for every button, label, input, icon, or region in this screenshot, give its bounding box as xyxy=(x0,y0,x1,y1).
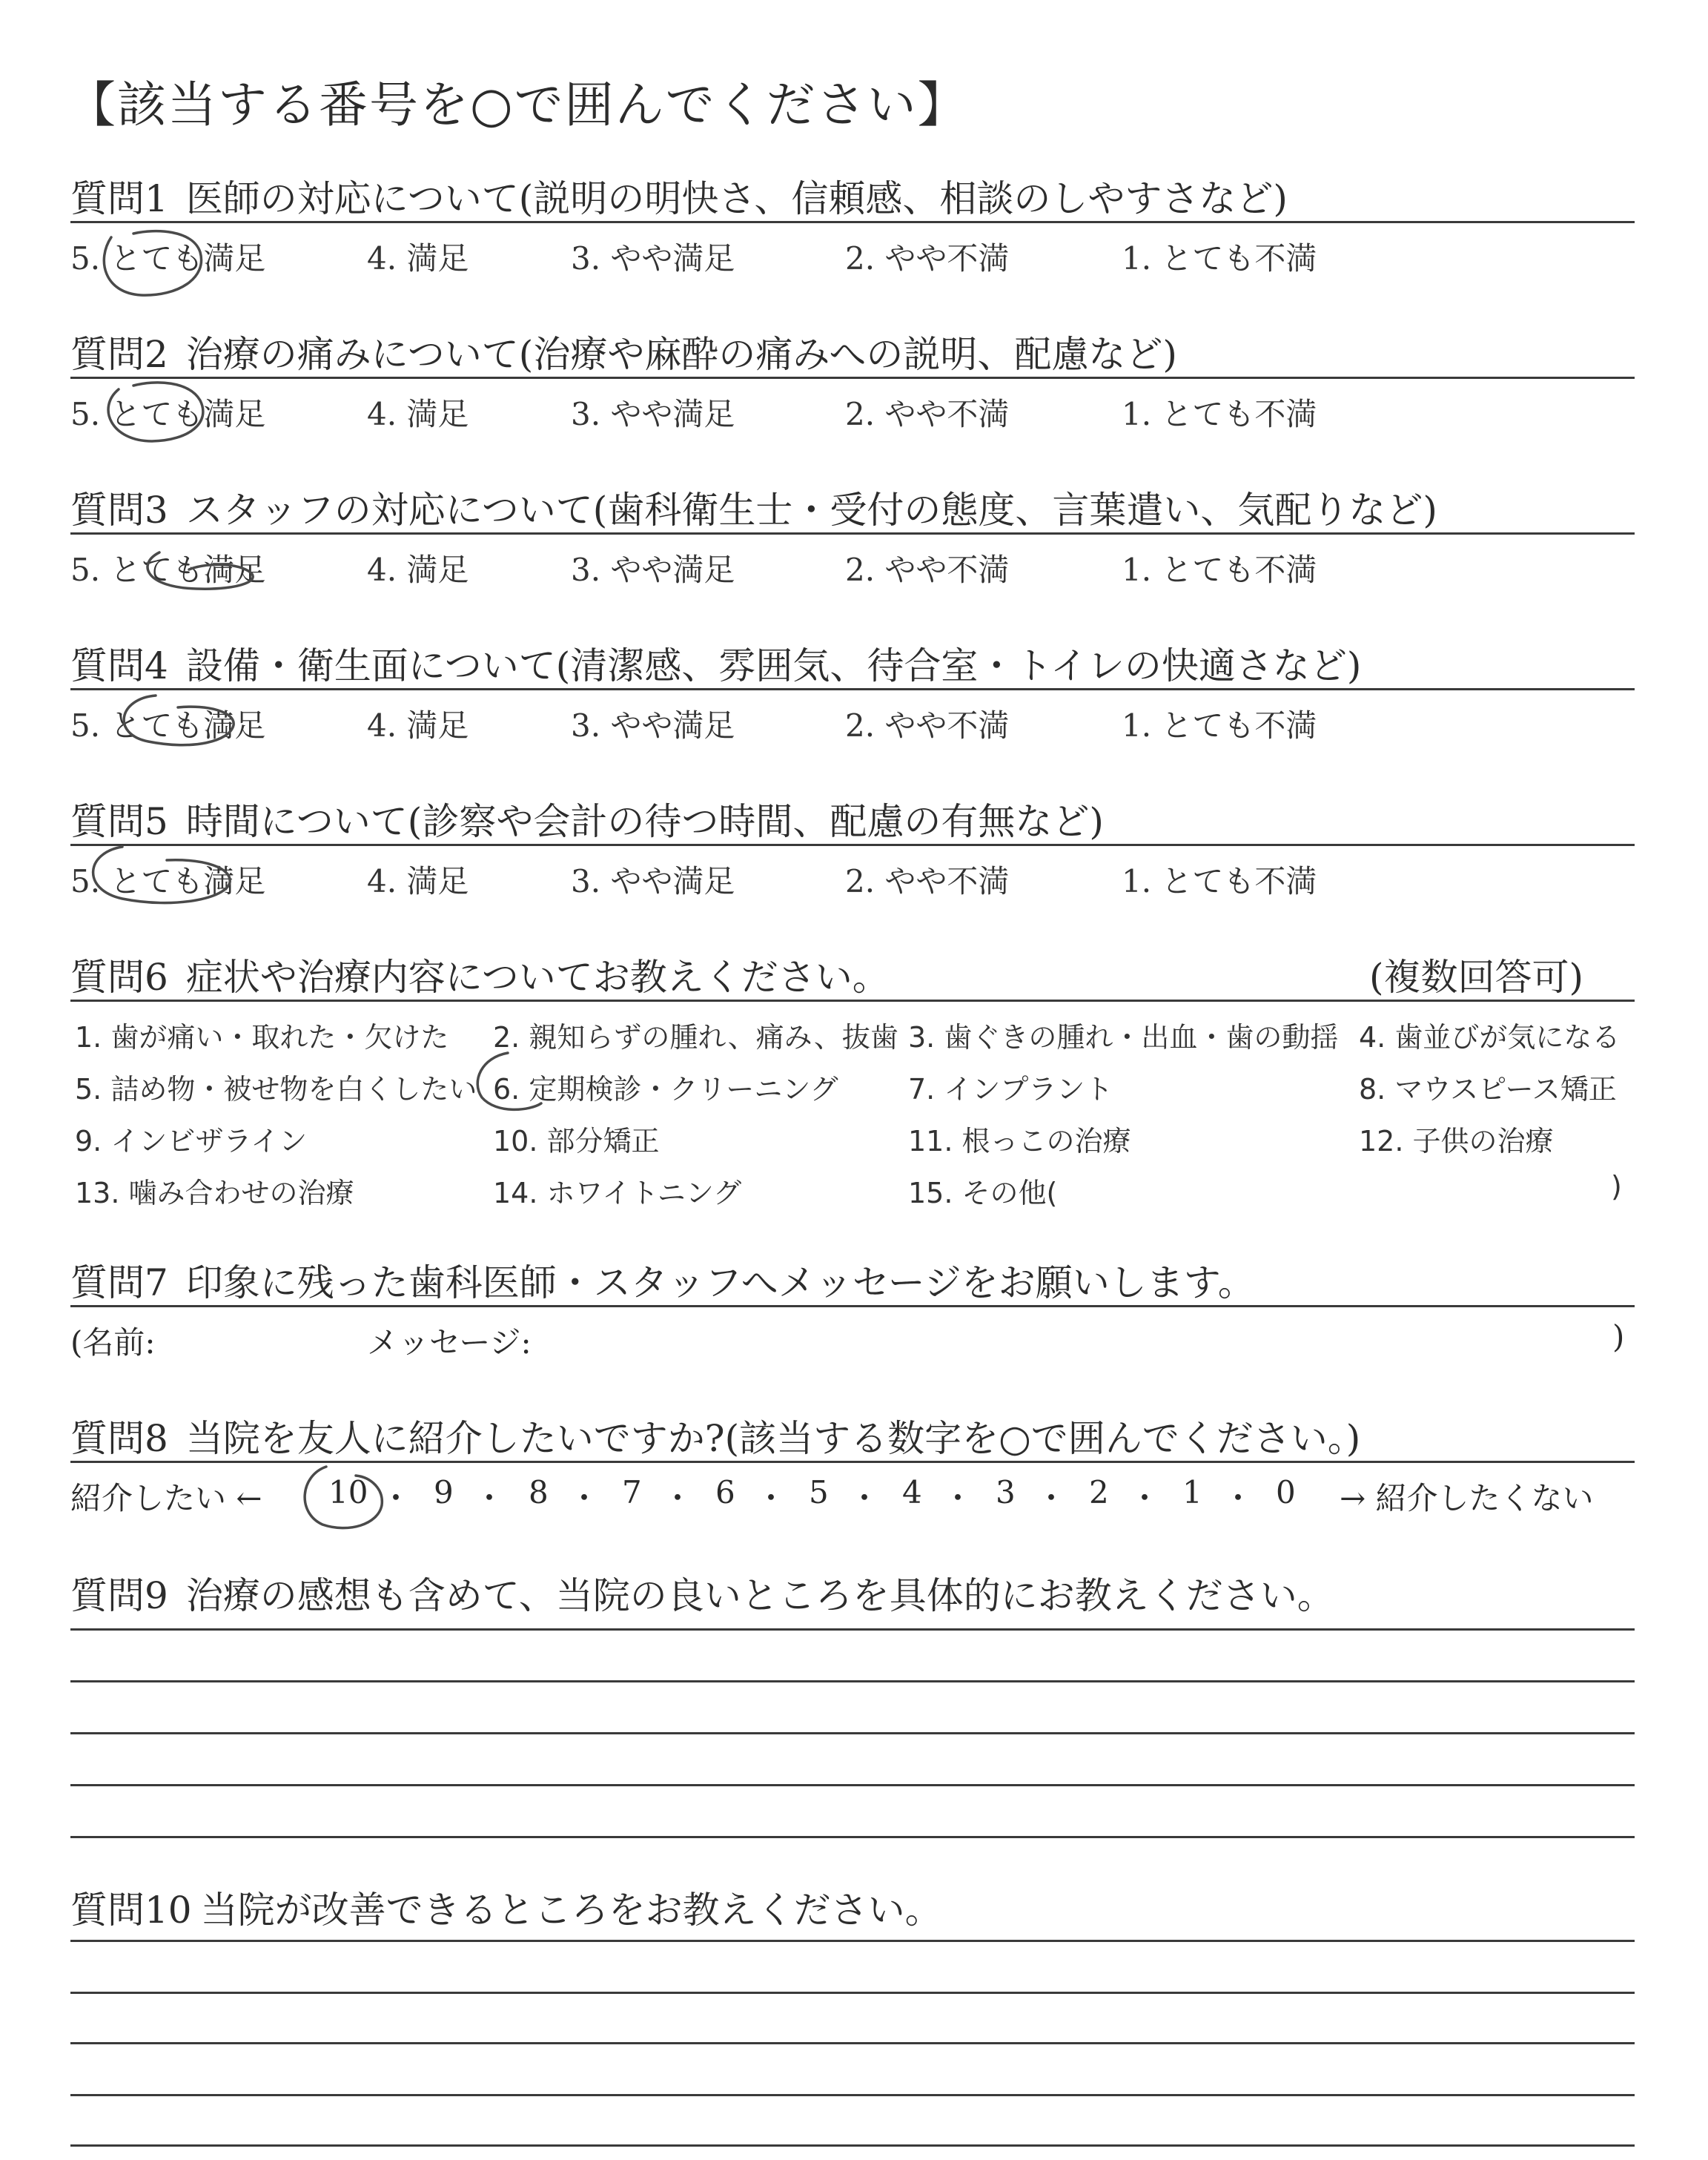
answer-line[interactable] xyxy=(70,2042,1635,2044)
score-9[interactable]: 9 xyxy=(434,1474,454,1510)
message-close-paren: ) xyxy=(1612,1318,1625,1355)
score-7[interactable]: 7 xyxy=(622,1474,642,1510)
question-number: 質問4 xyxy=(70,644,168,687)
question-rule xyxy=(70,1305,1635,1307)
question-rule xyxy=(70,1000,1635,1002)
question-text: 当院が改善できるところをお教えください。 xyxy=(200,1889,942,1932)
question-rule xyxy=(70,844,1635,846)
answer-line[interactable] xyxy=(70,1732,1635,1734)
page-heading: 【該当する番号を○で囲んでください】 xyxy=(67,76,968,133)
question-number: 質問7 xyxy=(70,1261,168,1304)
question-text: 治療の感想も含めて、当院の良いところを具体的にお教えください。 xyxy=(185,1574,1334,1617)
rating-5[interactable]: 5. とても満足 xyxy=(70,240,266,277)
question-number: 質問2 xyxy=(70,333,168,376)
question-rule xyxy=(70,532,1635,535)
symptom-option-14[interactable]: 14. ホワイトニング xyxy=(493,1177,742,1209)
symptom-option-9[interactable]: 9. インビザライン xyxy=(75,1125,308,1157)
question-number: 質問1 xyxy=(70,177,168,220)
question-number: 質問3 xyxy=(70,489,168,532)
answer-line[interactable] xyxy=(70,2144,1635,2147)
recommend-right-label: → 紹介したくない xyxy=(1340,1480,1594,1516)
rating-1[interactable]: 1. とても不満 xyxy=(1122,707,1317,744)
score-0[interactable]: 0 xyxy=(1276,1474,1296,1510)
rating-3[interactable]: 3. やや満足 xyxy=(571,707,735,744)
recommend-left-label: 紹介したい ← xyxy=(70,1480,262,1516)
rating-5[interactable]: 5. とても満足 xyxy=(70,863,266,899)
question-rule xyxy=(70,377,1635,379)
score-separator: ・ xyxy=(569,1480,600,1516)
answer-line[interactable] xyxy=(70,1628,1635,1631)
rating-1[interactable]: 1. とても不満 xyxy=(1122,863,1317,899)
score-separator: ・ xyxy=(1129,1480,1161,1516)
rating-4[interactable]: 4. 満足 xyxy=(367,863,469,899)
question-text: スタッフの対応について(歯科衛生士・受付の態度、言葉遣い、気配りなど) xyxy=(185,489,1437,532)
symptom-option-12[interactable]: 12. 子供の治療 xyxy=(1359,1125,1554,1157)
score-1[interactable]: 1 xyxy=(1182,1474,1202,1510)
score-10[interactable]: 10 xyxy=(328,1474,368,1510)
score-6[interactable]: 6 xyxy=(715,1474,735,1510)
question-rule xyxy=(70,221,1635,223)
question-number: 質問6 xyxy=(70,956,168,999)
rating-1[interactable]: 1. とても不満 xyxy=(1122,396,1317,432)
question-text: 医師の対応について(説明の明快さ、信頼感、相談のしやすさなど) xyxy=(185,177,1288,220)
rating-2[interactable]: 2. やや不満 xyxy=(845,863,1010,899)
score-separator: ・ xyxy=(942,1480,974,1516)
rating-2[interactable]: 2. やや不満 xyxy=(845,707,1010,744)
question-text: 印象に残った歯科医師・スタッフへメッセージをお願いします。 xyxy=(185,1261,1255,1304)
question-number: 質問10 xyxy=(70,1889,192,1932)
rating-3[interactable]: 3. やや満足 xyxy=(571,396,735,432)
rating-3[interactable]: 3. やや満足 xyxy=(571,552,735,588)
score-separator: ・ xyxy=(1036,1480,1068,1516)
score-separator: ・ xyxy=(849,1480,881,1516)
rating-4[interactable]: 4. 満足 xyxy=(367,552,469,588)
question-rule xyxy=(70,688,1635,690)
score-5[interactable]: 5 xyxy=(809,1474,829,1510)
symptom-option-1[interactable]: 1. 歯が痛い・取れた・欠けた xyxy=(75,1021,449,1054)
symptom-option-8[interactable]: 8. マウスピース矯正 xyxy=(1359,1073,1617,1106)
score-separator: ・ xyxy=(755,1480,787,1516)
rating-4[interactable]: 4. 満足 xyxy=(367,396,469,432)
message-label[interactable]: メッセージ: xyxy=(367,1324,532,1361)
answer-line[interactable] xyxy=(70,2094,1635,2096)
question-number: 質問8 xyxy=(70,1417,168,1460)
symptom-option-15[interactable]: 15. その他( xyxy=(908,1177,1058,1209)
question-text: 症状や治療内容についてお教えください。 xyxy=(185,956,890,999)
score-3[interactable]: 3 xyxy=(996,1474,1016,1510)
symptom-option-11[interactable]: 11. 根っこの治療 xyxy=(908,1125,1131,1157)
score-2[interactable]: 2 xyxy=(1089,1474,1109,1510)
name-label[interactable]: (名前: xyxy=(70,1324,156,1361)
rating-5[interactable]: 5. とても満足 xyxy=(70,707,266,744)
question-text: 設備・衛生面について(清潔感、雰囲気、待合室・トイレの快適さなど) xyxy=(185,644,1362,687)
rating-5[interactable]: 5. とても満足 xyxy=(70,396,266,432)
answer-line[interactable] xyxy=(70,1940,1635,1942)
score-separator: ・ xyxy=(662,1480,694,1516)
rating-1[interactable]: 1. とても不満 xyxy=(1122,552,1317,588)
score-4[interactable]: 4 xyxy=(902,1474,922,1510)
symptom-option-13[interactable]: 13. 噛み合わせの治療 xyxy=(75,1177,354,1209)
symptom-option-10[interactable]: 10. 部分矯正 xyxy=(493,1125,660,1157)
symptom-option-2[interactable]: 2. 親知らずの腫れ、痛み、抜歯 xyxy=(493,1021,898,1054)
answer-line[interactable] xyxy=(70,1836,1635,1838)
question-number: 質問9 xyxy=(70,1574,168,1617)
score-separator: ・ xyxy=(474,1480,506,1516)
symptom-option-6[interactable]: 6. 定期検診・クリーニング xyxy=(493,1073,838,1106)
question-text: 当院を友人に紹介したいですか?(該当する数字を○で囲んでください。) xyxy=(185,1417,1361,1460)
answer-line[interactable] xyxy=(70,1680,1635,1682)
other-close-paren: ) xyxy=(1611,1170,1622,1203)
rating-3[interactable]: 3. やや満足 xyxy=(571,240,735,277)
score-separator: ・ xyxy=(380,1480,412,1516)
symptom-option-3[interactable]: 3. 歯ぐきの腫れ・出血・歯の動揺 xyxy=(908,1021,1339,1054)
answer-line[interactable] xyxy=(70,1992,1635,1994)
rating-2[interactable]: 2. やや不満 xyxy=(845,240,1010,277)
rating-4[interactable]: 4. 満足 xyxy=(367,707,469,744)
rating-3[interactable]: 3. やや満足 xyxy=(571,863,735,899)
symptom-option-5[interactable]: 5. 詰め物・被せ物を白くしたい xyxy=(75,1073,477,1106)
symptom-option-4[interactable]: 4. 歯並びが気になる xyxy=(1359,1021,1621,1054)
question-text: 時間について(診察や会計の待つ時間、配慮の有無など) xyxy=(185,800,1104,843)
symptom-option-7[interactable]: 7. インプラント xyxy=(908,1073,1113,1106)
rating-2[interactable]: 2. やや不満 xyxy=(845,552,1010,588)
answer-line[interactable] xyxy=(70,1784,1635,1786)
multiple-answer-note: (複数回答可) xyxy=(1369,956,1584,999)
score-separator: ・ xyxy=(1222,1480,1254,1516)
question-text: 治療の痛みについて(治療や麻酔の痛みへの説明、配慮など) xyxy=(185,333,1177,376)
score-8[interactable]: 8 xyxy=(529,1474,549,1510)
rating-5[interactable]: 5. とても満足 xyxy=(70,552,266,588)
question-rule xyxy=(70,1461,1635,1463)
question-number: 質問5 xyxy=(70,800,168,843)
rating-2[interactable]: 2. やや不満 xyxy=(845,396,1010,432)
rating-1[interactable]: 1. とても不満 xyxy=(1122,240,1317,277)
rating-4[interactable]: 4. 満足 xyxy=(367,240,469,277)
